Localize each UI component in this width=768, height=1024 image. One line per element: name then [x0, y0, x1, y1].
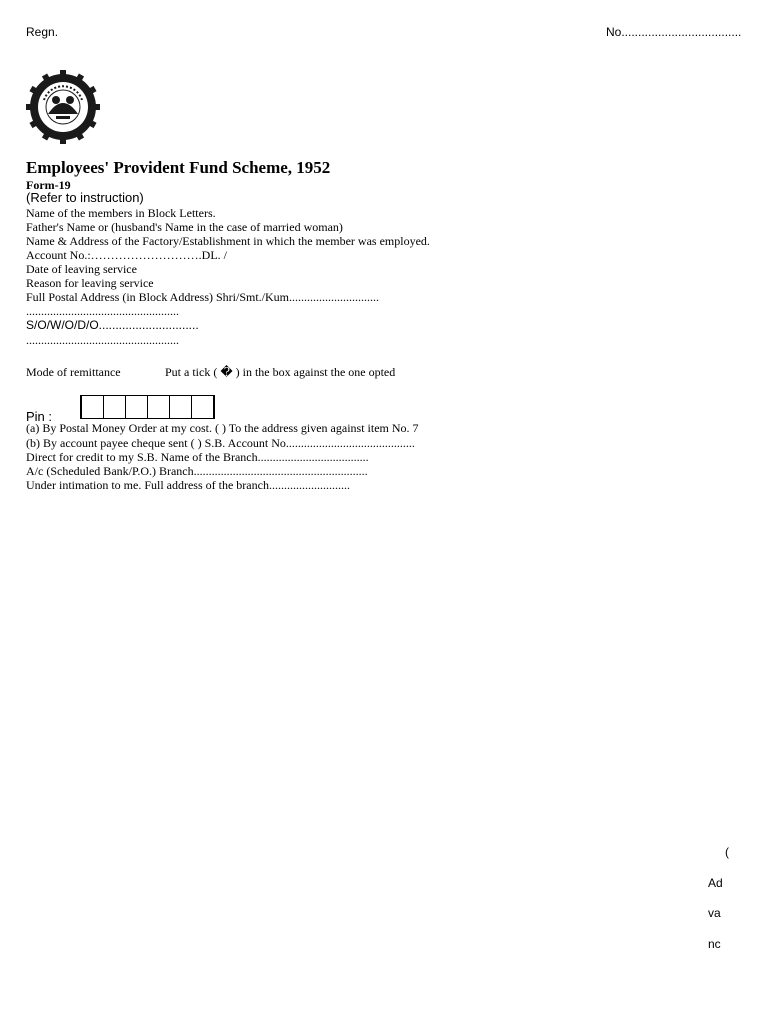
field-member-name: Name of the members in Block Letters. — [26, 206, 216, 220]
dots-line: ................................................... — [26, 304, 179, 318]
side-fragment: ( — [725, 845, 729, 859]
field-account-no: Account No.:……………………….DL. / — [26, 248, 227, 262]
tick-instruction: Put a tick ( � ) in the box against the one opted — [165, 365, 396, 379]
pin-digit-box[interactable] — [82, 396, 104, 418]
pin-digit-box[interactable] — [126, 396, 148, 418]
no-label: No.................................... — [606, 25, 742, 39]
pin-digit-box[interactable] — [192, 396, 214, 418]
option-a-money-order: (a) By Postal Money Order at my cost. ( ) To the address given against item No. 7 — [26, 421, 419, 435]
option-b-cheque: (b) By account payee cheque sent ( ) S.B. Account No........................................... — [26, 436, 415, 450]
form-title: Employees' Provident Fund Scheme, 1952 — [26, 158, 331, 177]
form-number: Form-19 — [26, 178, 71, 192]
side-fragment: va — [708, 906, 721, 920]
mode-remittance-label: Mode of remittance — [26, 365, 121, 379]
field-date-leaving: Date of leaving service — [26, 262, 137, 276]
field-factory-address: Name & Address of the Factory/Establishment in which the member was employed. — [26, 234, 430, 248]
field-ac-branch: A/c (Scheduled Bank/P.O.) Branch.......................................................... — [26, 464, 368, 478]
field-father-name: Father's Name or (husband's Name in the case of married woman) — [26, 220, 343, 234]
epfo-emblem-icon — [26, 70, 100, 144]
side-fragment: Ad — [708, 876, 723, 890]
field-reason-leaving: Reason for leaving service — [26, 276, 154, 290]
pin-digit-box[interactable] — [148, 396, 170, 418]
pin-digit-box[interactable] — [104, 396, 126, 418]
pin-code-boxes[interactable] — [80, 395, 215, 419]
field-direct-credit: Direct for credit to my S.B. Name of the Branch..................................... — [26, 450, 369, 464]
pin-label: Pin : — [26, 409, 53, 424]
pin-digit-box[interactable] — [170, 396, 192, 418]
dots-line: ................................................... — [26, 333, 179, 347]
instruction-note: (Refer to instruction) — [26, 190, 144, 205]
side-fragment: nc — [708, 937, 721, 951]
field-sowodo: S/O/W/O/D/O.............................. — [26, 318, 199, 332]
field-intimation: Under intimation to me. Full address of the branch........................... — [26, 478, 350, 492]
regn-label: Regn. — [26, 25, 59, 39]
field-postal-address: Full Postal Address (in Block Address) Shri/Smt./Kum.............................. — [26, 290, 380, 304]
